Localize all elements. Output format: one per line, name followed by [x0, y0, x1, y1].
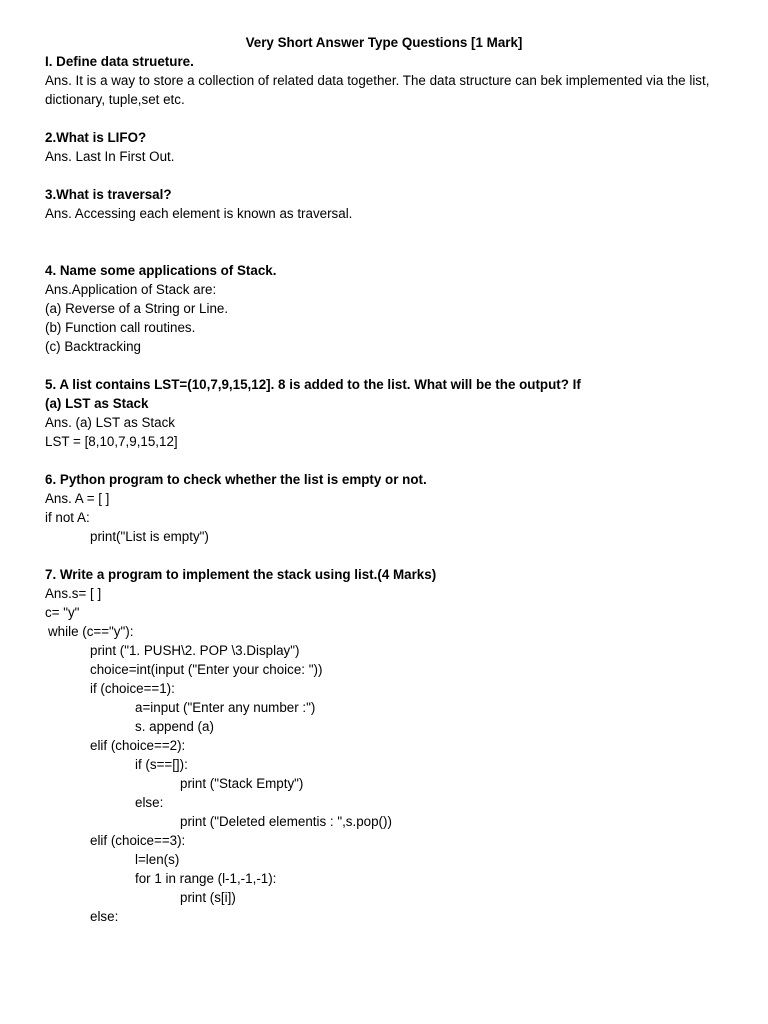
question-1: I. Define data strueture.: [45, 54, 194, 69]
code-line: if not A:: [45, 510, 90, 525]
answer-4-line: (c) Backtracking: [45, 339, 141, 354]
question-7: 7. Write a program to implement the stack using list.(4 Marks): [45, 567, 437, 582]
document-body: [45, 52, 725, 926]
code-line: Ans. A = [ ]: [45, 491, 110, 506]
code-line: elif (choice==2):: [90, 738, 186, 753]
code-line: Ans.s= [ ]: [45, 586, 102, 601]
code-line: else:: [90, 909, 119, 924]
answer-5-line: LST = [8,10,7,9,15,12]: [45, 434, 178, 449]
question-4: 4. Name some applications of Stack.: [45, 263, 277, 278]
code-line: print ("Deleted elementis : ",s.pop()): [180, 814, 392, 829]
answer-4-line: Ans.Application of Stack are:: [45, 282, 217, 297]
code-line: a=input ("Enter any number :"): [135, 700, 316, 715]
question-3: 3.What is traversal?: [45, 187, 172, 202]
code-line: else:: [135, 795, 164, 810]
answer-1: Ans. It is a way to store a collection of related data together. The data structure can bek implemented via the list, dictionary, tuple,set etc.: [45, 73, 710, 107]
code-line: while (c=="y"):: [48, 624, 134, 639]
code-line: print ("1. PUSH\2. POP \3.Display"): [90, 643, 300, 658]
question-6: 6. Python program to check whether the list is empty or not.: [45, 472, 427, 487]
code-line: s. append (a): [135, 719, 214, 734]
code-line: choice=int(input ("Enter your choice: ")): [90, 662, 323, 677]
code-line: c= "y": [45, 605, 80, 620]
answer-2: Ans. Last In First Out.: [45, 149, 175, 164]
answer-4-line: (a) Reverse of a String or Line.: [45, 301, 229, 316]
code-line: print (s[i]): [180, 890, 236, 905]
page-title: Very Short Answer Type Questions [1 Mark]: [245, 35, 523, 50]
code-line: if (s==[]):: [135, 757, 188, 772]
code-line: l=len(s): [135, 852, 180, 867]
question-5: 5. A list contains LST=(10,7,9,15,12]. 8 is added to the list. What will be the output? If: [45, 377, 581, 392]
answer-5-line: Ans. (a) LST as Stack: [45, 415, 175, 430]
question-2: 2.What is LIFO?: [45, 130, 147, 145]
answer-3: Ans. Accessing each element is known as traversal.: [45, 206, 353, 221]
code-line: print("List is empty"): [90, 529, 209, 544]
code-line: for 1 in range (l-1,-1,-1):: [135, 871, 277, 886]
question-5-part-a: (a) LST as Stack: [45, 396, 149, 411]
answer-4-line: (b) Function call routines.: [45, 320, 196, 335]
code-line: if (choice==1):: [90, 681, 175, 696]
code-line: print ("Stack Empty"): [180, 776, 304, 791]
code-line: elif (choice==3):: [90, 833, 186, 848]
